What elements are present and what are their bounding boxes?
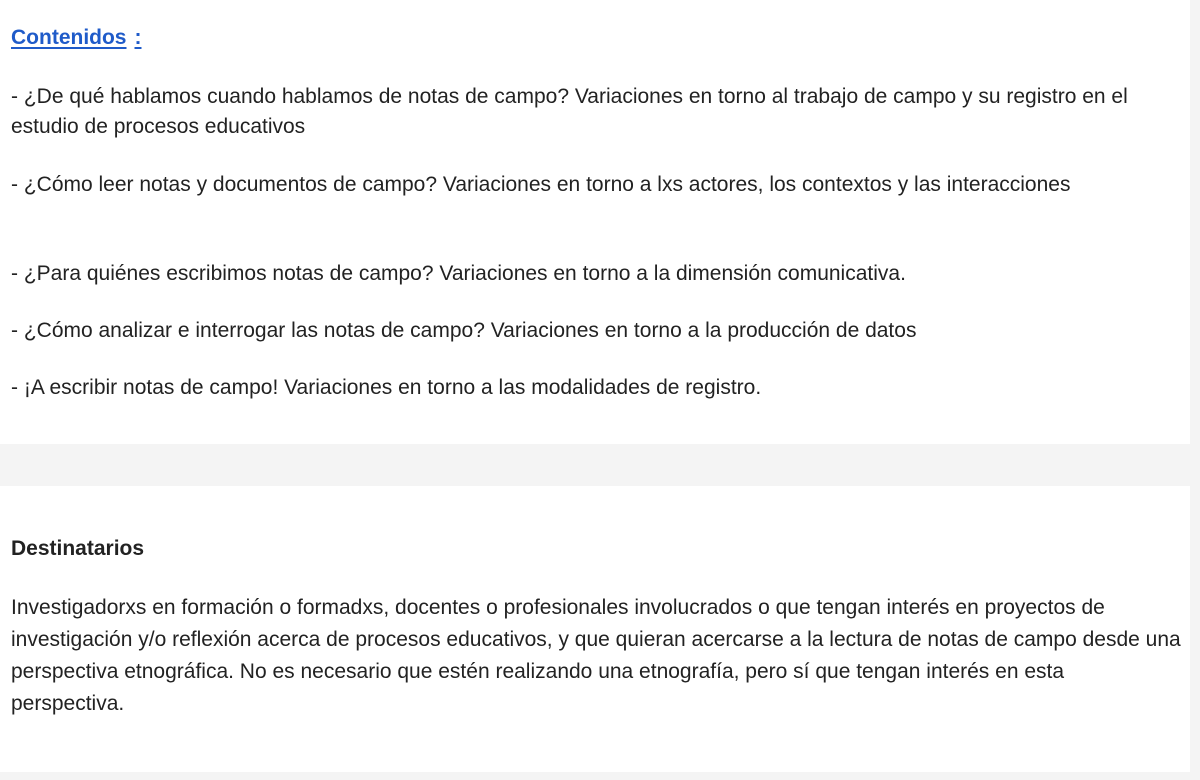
contenidos-heading xyxy=(11,26,142,50)
contenidos-item: - ¿De qué hablamos cuando hablamos de notas de campo? Variaciones en torno al trabajo de campo y su registro en el estudio de procesos educativos xyxy=(11,85,1128,138)
contenidos-item: - ¿Cómo leer notas y documentos de campo? Variaciones en torno a lxs actores, los contextos y las interacciones xyxy=(11,173,1071,196)
destinatarios-body: Investigadorxs en formación o formadxs, docentes o profesionales involucrados o que tengan interés en proyectos de investigación y/o reflexión acerca de procesos educativos, y que quieran acercarse a la lectura de notas de campo desde una perspectiva etnográfica. No es necesario que estén realizando una etnografía, pero sí que tengan interés en esta perspectiva. xyxy=(11,596,1181,715)
destinatarios-heading: Destinatarios xyxy=(11,537,145,560)
contenidos-item: - ¿Cómo analizar e interrogar las notas de campo? Variaciones en torno a la producción de datos xyxy=(11,319,917,342)
contenidos-link[interactable]: Contenidos xyxy=(11,26,127,49)
contenidos-colon-link[interactable]: : xyxy=(134,26,142,49)
contenidos-item: - ¿Para quiénes escribimos notas de campo? Variaciones en torno a la dimensión comunicativa. xyxy=(11,262,906,285)
contenidos-item: - ¡A escribir notas de campo! Variaciones en torno a las modalidades de registro. xyxy=(11,376,762,399)
